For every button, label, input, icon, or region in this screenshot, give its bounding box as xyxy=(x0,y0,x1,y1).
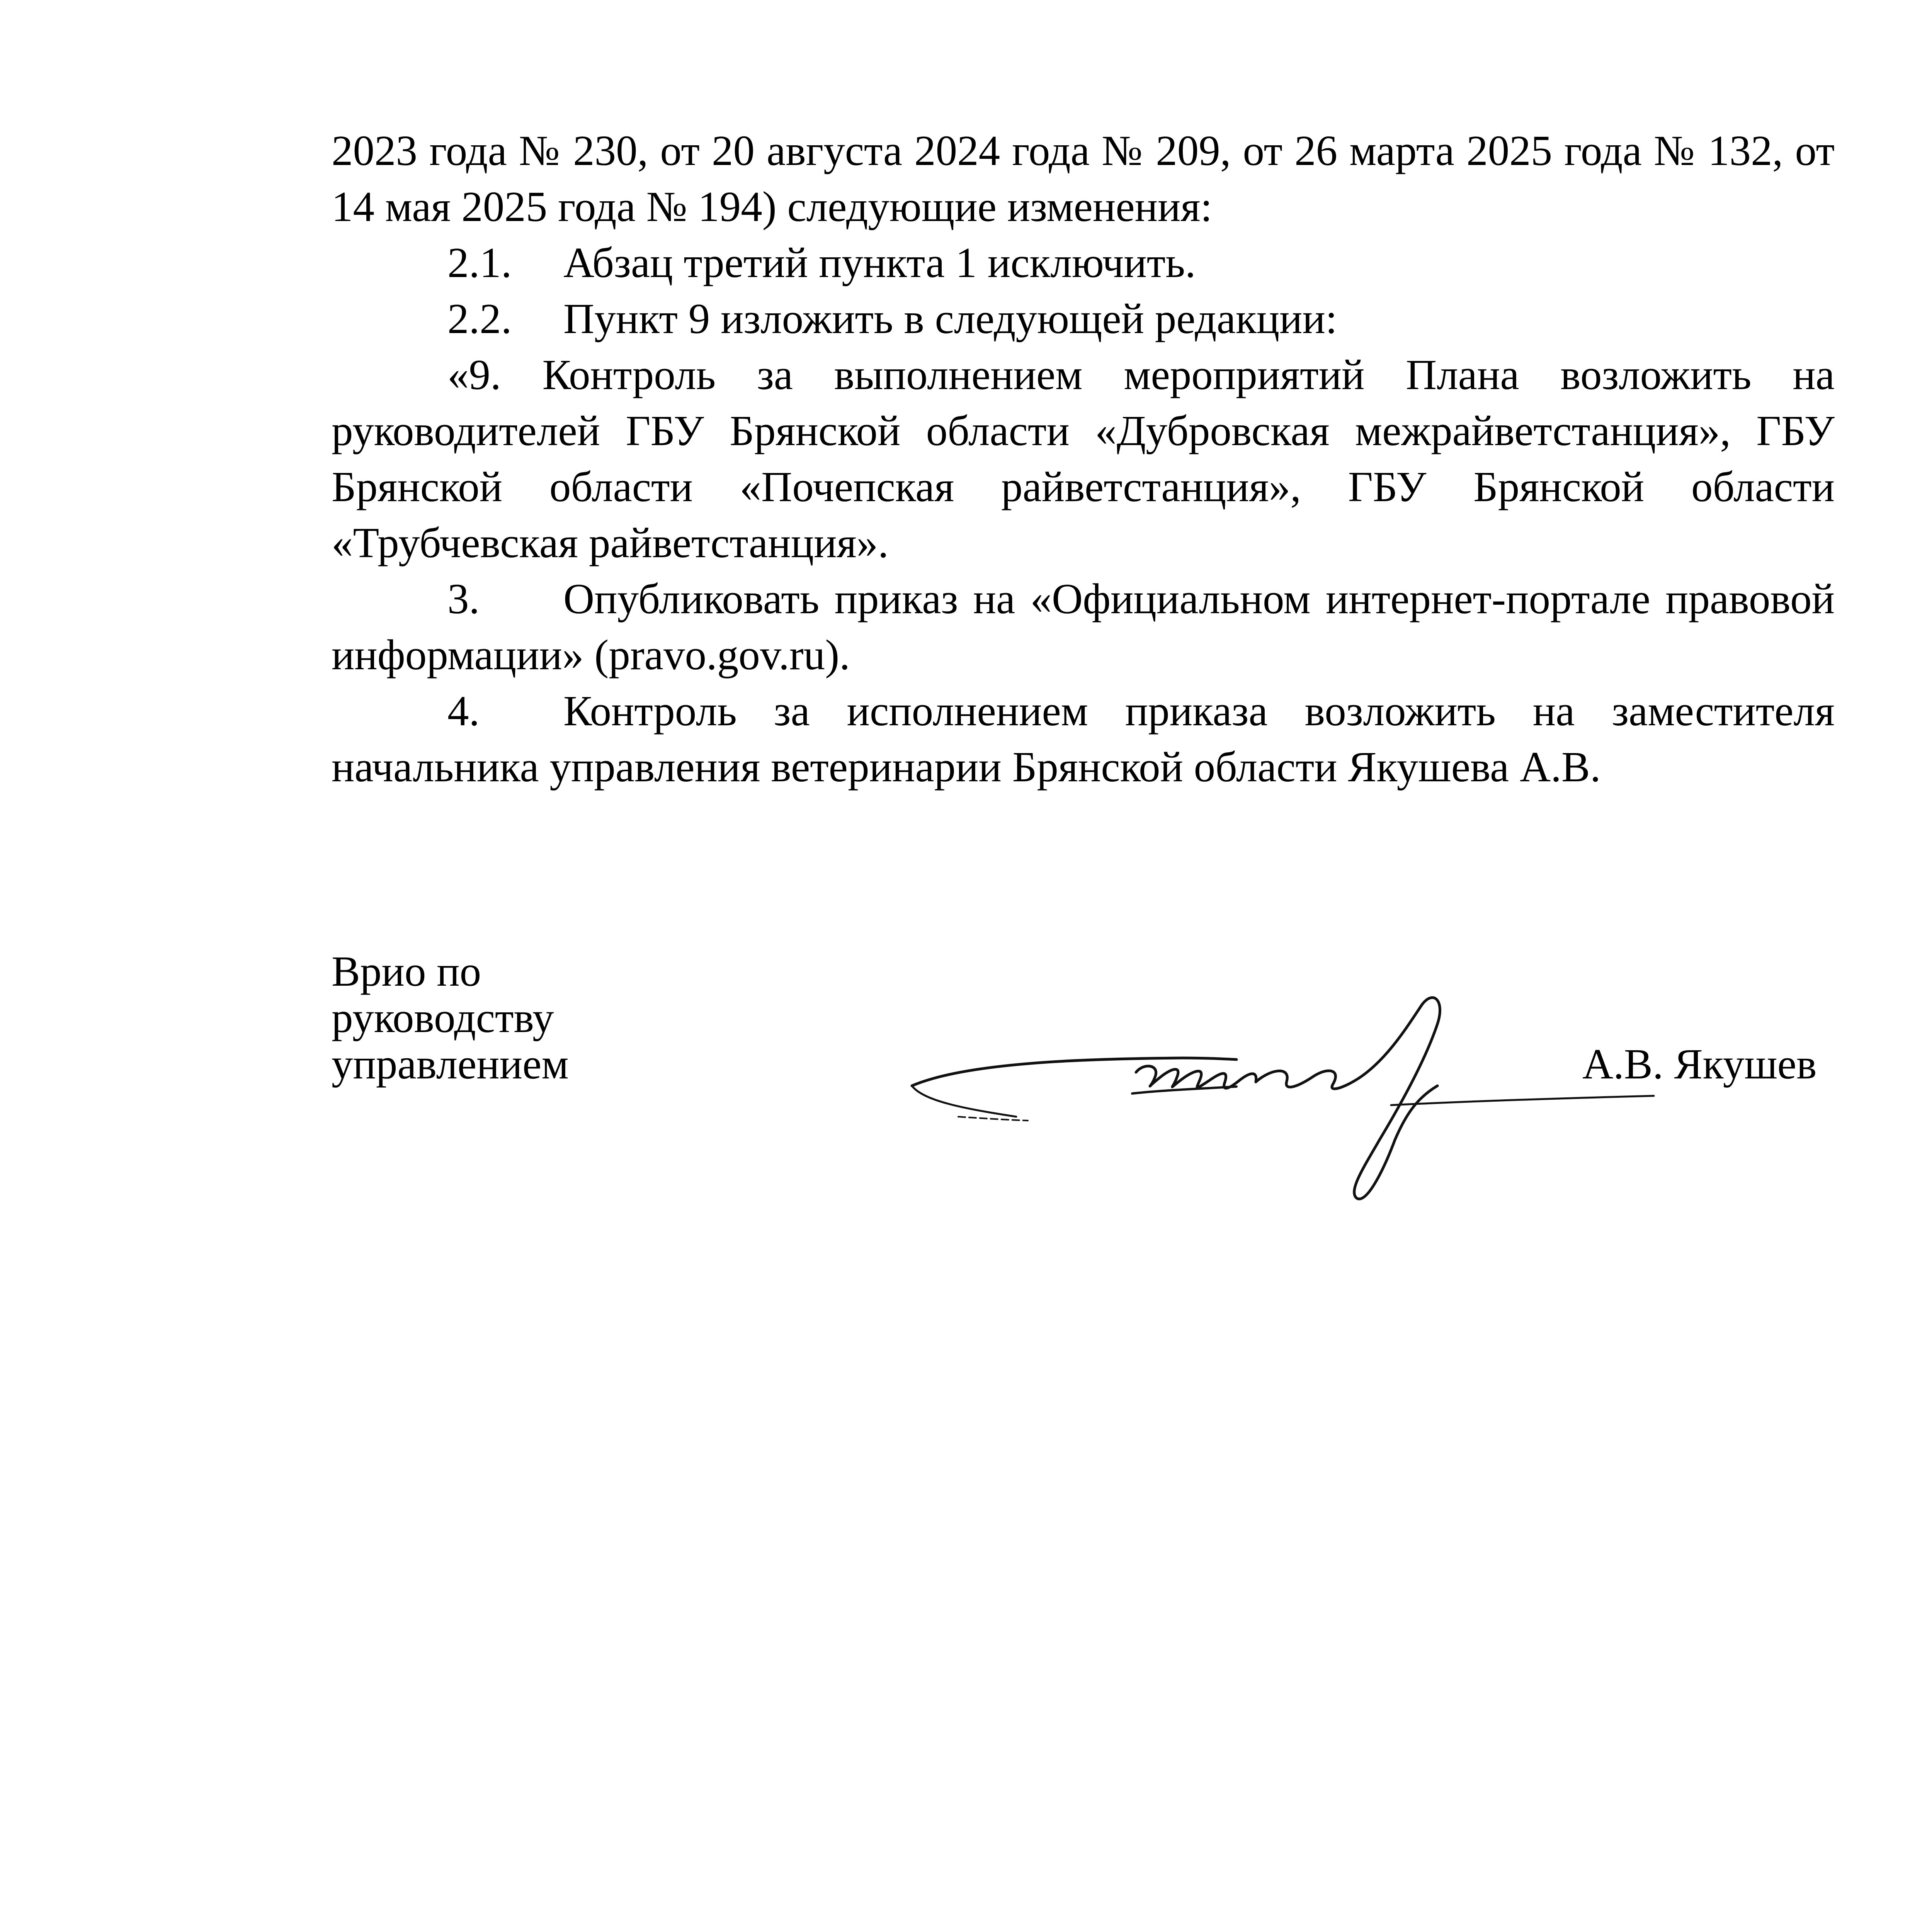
signer-position xyxy=(332,949,569,1088)
intro-paragraph: 2023 года № 230, от 20 августа 2024 года № 209, от 26 марта 2025 года № 132, от 14 мая 2025 года № 194) следующие изменения: xyxy=(332,127,1835,231)
item-9-quote: «9. Контроль за выполнением мероприятий Плана возложить на руководителей ГБУ Брянской области «Дубровская межрайветстанция», ГБУ Брянской области «Почепская райветстанция», ГБУ Брянской области «Трубчевская райветстанция». xyxy=(332,351,1835,567)
item-3-text: Опубликовать приказ на «Официальном интернет-портале правовой информации» (pravo.gov.ru). xyxy=(332,575,1835,679)
item-4 xyxy=(332,683,1835,795)
item-4-number: 4. xyxy=(447,687,480,735)
item-2-1-text: Абзац третий пункта 1 исключить. xyxy=(563,239,1196,287)
signer-position-line-1: Врио по xyxy=(332,948,481,995)
item-2-2-number: 2.2. xyxy=(447,295,512,343)
item-4-text: Контроль за исполнением приказа возложить на заместителя начальника управления ветеринарии Брянской области Якушева А.В. xyxy=(332,687,1835,791)
item-2-1 xyxy=(332,235,1835,291)
handwritten-signature xyxy=(889,989,1669,1206)
item-3 xyxy=(332,571,1835,683)
item-2-2 xyxy=(332,291,1835,347)
item-2-2-text: Пункт 9 изложить в следующей редакции: xyxy=(563,295,1337,343)
signer-position-line-3: управлением xyxy=(332,1041,569,1088)
item-3-number: 3. xyxy=(447,575,480,623)
signer-name: А.В. Якушев xyxy=(1582,1041,1817,1088)
document-body xyxy=(332,123,1835,795)
signer-position-line-2: руководству xyxy=(332,994,554,1042)
item-2-1-number: 2.1. xyxy=(447,239,512,287)
